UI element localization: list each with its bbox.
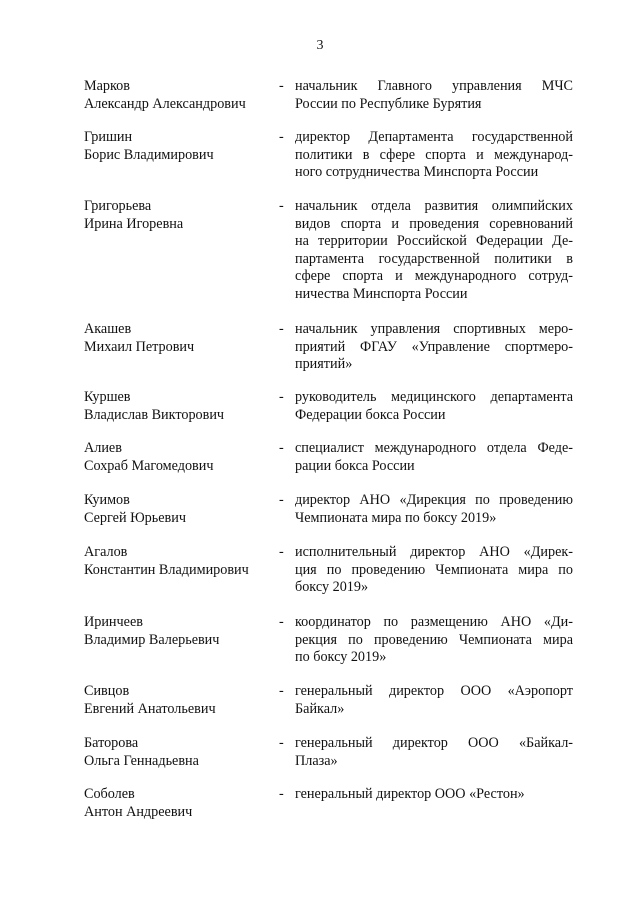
person-position — [295, 786, 573, 804]
person-surname: Григорьева — [84, 198, 152, 214]
person-surname: Сивцов — [84, 683, 130, 699]
person-surname: Баторова — [84, 735, 139, 751]
dash-separator: - — [279, 492, 284, 508]
person-name — [84, 786, 269, 821]
position-line: начальник управления спортивных меро- — [295, 321, 573, 337]
position-line: рекция по проведению Чемпионата мира — [295, 631, 573, 648]
person-name — [84, 198, 269, 233]
position-line: боксу 2019» — [295, 579, 369, 595]
dash-separator: - — [279, 78, 284, 94]
position-line: рации бокса России — [295, 457, 415, 474]
position-line: начальник Главного управления МЧС — [295, 78, 573, 94]
person-name — [84, 544, 269, 579]
person-given-names: Сергей Юрьевич — [84, 509, 186, 526]
person-name — [84, 129, 269, 164]
position-line: приятий ФГАУ «Управление спортмеро- — [295, 338, 573, 355]
position-line: директор АНО «Дирекция по проведению — [295, 492, 573, 508]
person-surname: Алиев — [84, 440, 122, 456]
person-name — [84, 440, 269, 475]
position-line: руководитель медицинского департамента — [295, 389, 573, 405]
person-position — [295, 440, 573, 475]
person-given-names: Евгений Анатольевич — [84, 700, 216, 717]
position-line: приятий» — [295, 356, 353, 372]
person-name — [84, 683, 269, 718]
position-line: ного сотрудничества Минспорта России — [295, 164, 539, 180]
position-line: генеральный директор ООО «Аэропорт — [295, 683, 573, 699]
person-position — [295, 614, 573, 667]
person-given-names: Антон Андреевич — [84, 803, 193, 820]
position-line: начальник отдела развития олимпийских — [295, 198, 573, 214]
person-surname: Иринчеев — [84, 614, 143, 630]
position-line: ничества Минспорта России — [295, 285, 468, 302]
person-name — [84, 78, 269, 113]
person-position — [295, 321, 573, 374]
position-line: на территории Российской Федерации Де- — [295, 233, 573, 249]
position-line: Байкал» — [295, 700, 345, 717]
dash-separator: - — [279, 544, 284, 560]
person-position — [295, 544, 573, 597]
position-line: Федерации бокса России — [295, 406, 446, 423]
person-name — [84, 321, 269, 356]
position-line: партамента государственной политики в — [295, 250, 573, 267]
dash-separator: - — [279, 614, 284, 630]
person-given-names: Сохраб Магомедович — [84, 457, 214, 474]
person-position — [295, 735, 573, 770]
dash-separator: - — [279, 198, 284, 214]
position-line: по боксу 2019» — [295, 649, 387, 665]
dash-separator: - — [279, 440, 284, 456]
person-given-names: Борис Владимирович — [84, 146, 214, 163]
position-line: видов спорта и проведения соревнований — [295, 215, 573, 232]
position-line: генеральный директор ООО «Рестон» — [295, 786, 525, 802]
position-line: ция по проведению Чемпионата мира по — [295, 561, 573, 578]
person-position — [295, 78, 573, 113]
position-line: исполнительный директор АНО «Дирек- — [295, 544, 573, 560]
person-surname: Куршев — [84, 389, 131, 405]
person-given-names: Ирина Игоревна — [84, 215, 184, 232]
person-given-names: Владислав Викторович — [84, 406, 225, 423]
person-name — [84, 735, 269, 770]
person-position — [295, 492, 573, 527]
person-surname: Куимов — [84, 492, 130, 508]
position-line: специалист международного отдела Феде- — [295, 440, 573, 456]
person-surname: Агалов — [84, 544, 128, 560]
person-name — [84, 389, 269, 424]
page-number: 3 — [316, 38, 324, 53]
dash-separator: - — [279, 389, 284, 405]
person-position — [295, 389, 573, 424]
dash-separator: - — [279, 321, 284, 337]
person-surname: Гришин — [84, 129, 133, 145]
position-line: Плаза» — [295, 752, 338, 769]
person-given-names: Александр Александрович — [84, 95, 246, 112]
position-line: сфере спорта и международного сотруд- — [295, 268, 573, 284]
position-line: директор Департамента государственной — [295, 129, 573, 145]
person-position — [295, 683, 573, 718]
person-given-names: Владимир Валерьевич — [84, 631, 220, 648]
person-given-names: Константин Владимирович — [84, 561, 249, 578]
person-surname: Марков — [84, 78, 130, 94]
person-given-names: Михаил Петрович — [84, 338, 195, 355]
dash-separator: - — [279, 129, 284, 145]
person-name — [84, 614, 269, 649]
person-surname: Акашев — [84, 321, 132, 337]
position-line: политики в сфере спорта и международ- — [295, 146, 573, 163]
dash-separator: - — [279, 735, 284, 751]
dash-separator: - — [279, 786, 284, 802]
position-line: генеральный директор ООО «Байкал- — [295, 735, 573, 751]
person-position — [295, 198, 573, 303]
person-surname: Соболев — [84, 786, 135, 802]
dash-separator: - — [279, 683, 284, 699]
position-line: Чемпионата мира по боксу 2019» — [295, 509, 497, 526]
position-line: координатор по размещению АНО «Ди- — [295, 614, 573, 630]
person-position — [295, 129, 573, 182]
person-given-names: Ольга Геннадьевна — [84, 752, 199, 769]
person-name — [84, 492, 269, 527]
position-line: России по Республике Бурятия — [295, 95, 482, 112]
